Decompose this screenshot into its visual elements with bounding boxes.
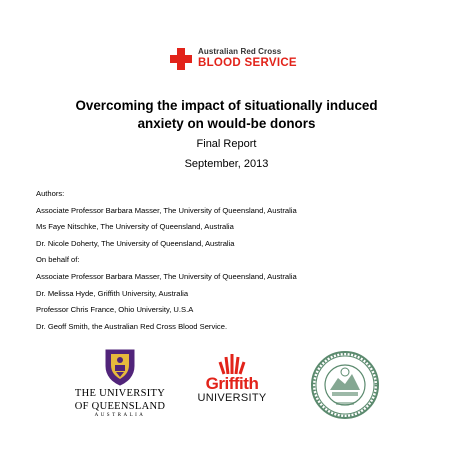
authors-line: Dr. Geoff Smith, the Australian Red Cross Blood Service. [36,321,228,331]
report-type: Final Report [196,138,257,150]
authors-block [36,186,436,335]
authors-line: Ms Faye Nitschke, The University of Queensland, Australia [36,222,234,232]
uq-name-line-2: OF QUEENSLAND [74,401,166,412]
logo-line-1: Australian Red Cross [198,47,282,57]
authors-line: Dr. Nicole Doherty, The University of Queensland, Australia [36,238,235,248]
authors-line: Authors: [36,189,65,198]
authors-line: Professor Chris France, Ohio University, U.S.A [36,305,194,315]
logo-line-2: BLOOD SERVICE [198,57,297,70]
griffith-university-label: UNIVERSITY [197,392,267,404]
authors-line: Dr. Melissa Hyde, Griffith University, Australia [36,288,189,298]
uq-name-line-1: THE UNIVERSITY [74,388,166,399]
uq-logo [70,348,170,426]
authors-line: Associate Professor Barbara Masser, The University of Queensland, Australia [36,271,297,281]
griffith-university-logo [186,352,278,412]
report-date: September, 2013 [184,158,269,170]
uq-country: AUSTRALIA [94,413,146,418]
griffith-name: Griffith [205,374,259,393]
griffith-flame-icon [215,352,249,376]
ohio-university-seal-icon [310,350,380,420]
red-cross-icon [170,48,192,70]
report-title: Overcoming the impact of situationally induced anxiety on would-be donors [75,98,378,131]
uq-crest-icon [103,348,137,386]
red-cross-blood-service-logo [170,44,302,74]
authors-line: On behalf of: [36,255,80,265]
authors-line: Associate Professor Barbara Masser, The University of Queensland, Australia [36,205,297,215]
